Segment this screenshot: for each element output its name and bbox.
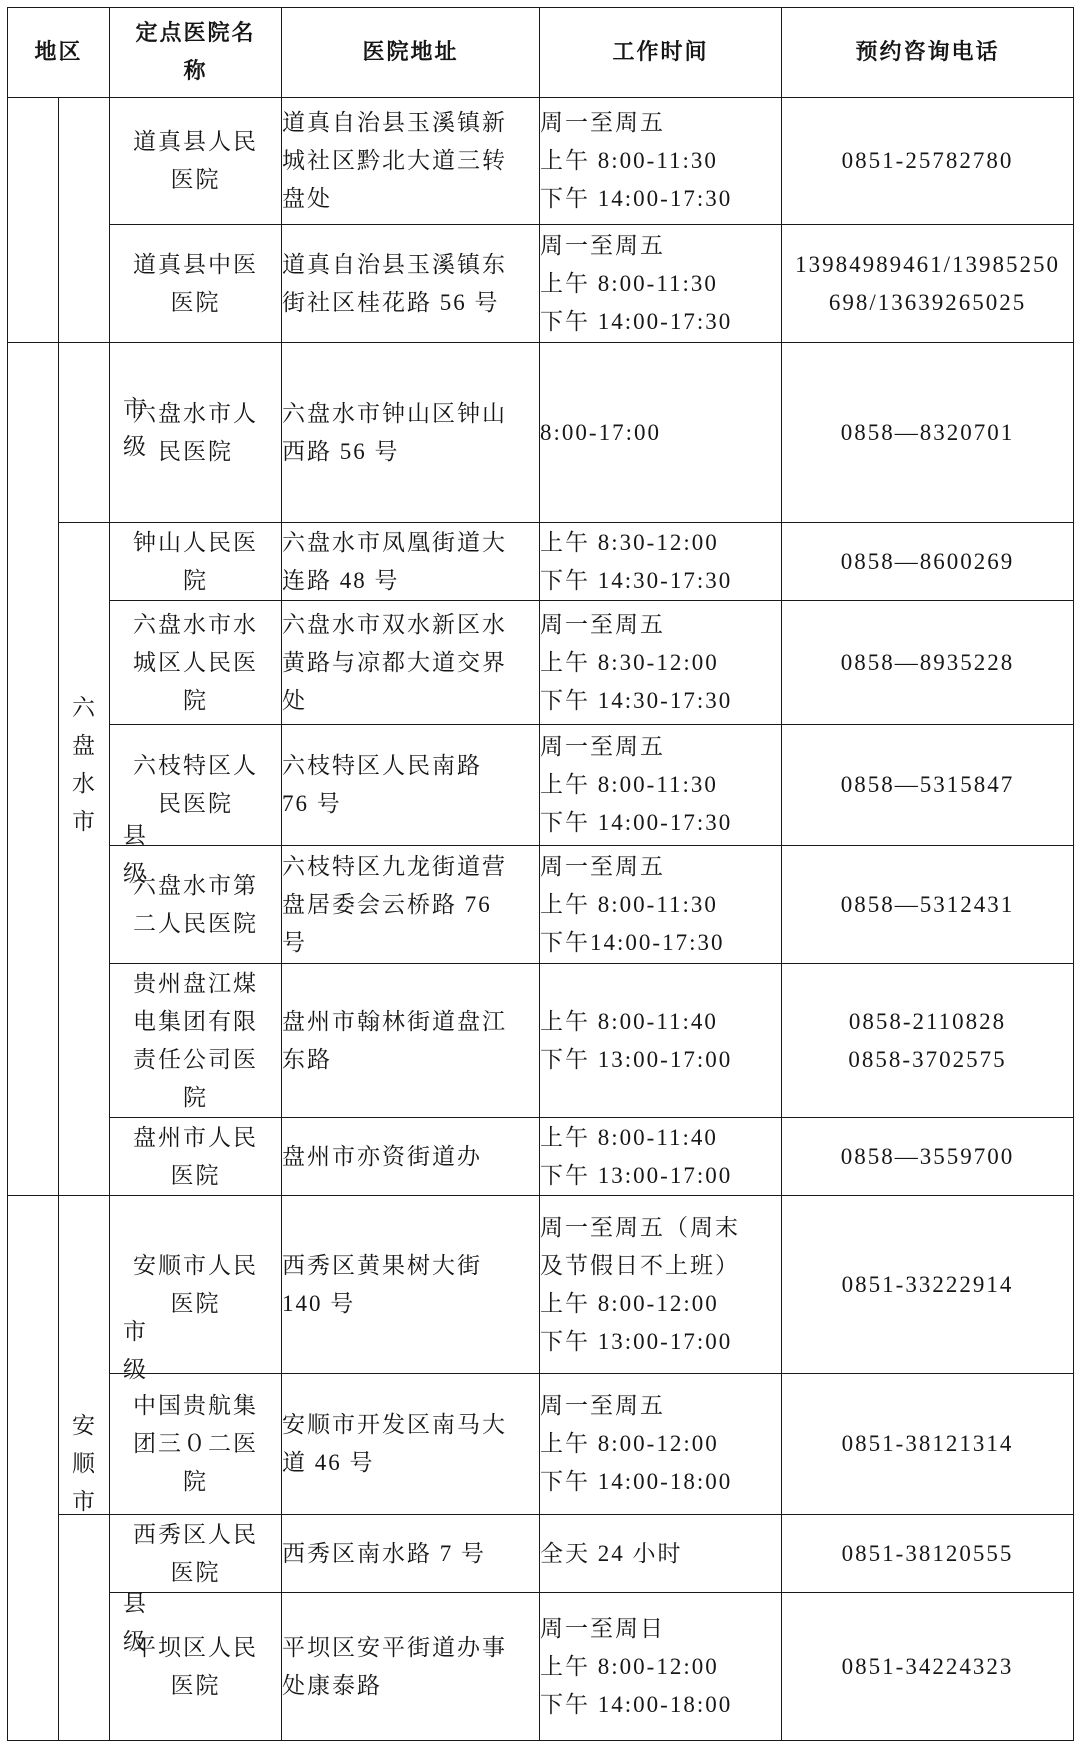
working-hours: 周一至周五 上午 8:00-12:00 下午 14:00-18:00 (540, 1374, 782, 1515)
working-hours: 周一至周五（周末 及节假日不上班） 上午 8:00-12:00 下午 13:00-17:00 (540, 1196, 782, 1374)
hospital-address: 六盘水市凤凰街道大 连路 48 号 (282, 523, 540, 601)
hospital-name: 六盘水市水 城区人民医 院 (110, 601, 282, 725)
working-hours: 周一至周五 上午 8:00-11:30 下午 14:00-17:30 (540, 725, 782, 846)
region-label: 安顺市 (69, 1412, 94, 1527)
region-cell (8, 343, 94, 1196)
level-label: 县级 (120, 822, 145, 899)
phone-number: 0858—5312431 (782, 846, 1074, 964)
header-row (8, 8, 1074, 98)
phone-number: 0858—5315847 (782, 725, 1074, 846)
working-hours: 8:00-17:00 (540, 343, 782, 523)
phone-number: 13984989461/13985250 698/13639265025 (782, 225, 1074, 343)
region-cell-empty (8, 98, 59, 343)
hospital-address: 六盘水市双水新区水 黄路与凉都大道交界 处 (282, 601, 540, 725)
hospital-address: 六枝特区九龙街道营 盘居委会云桥路 76 号 (282, 846, 540, 964)
table-row (8, 1515, 1074, 1593)
table-row (8, 98, 1074, 225)
hospital-name: 贵州盘江煤 电集团有限 责任公司医 院 (110, 964, 282, 1118)
hospital-address: 平坝区安平街道办事 处康泰路 (282, 1593, 540, 1741)
hospital-address: 六枝特区人民南路 76 号 (282, 725, 540, 846)
working-hours: 上午 8:30-12:00 下午 14:30-17:30 (540, 523, 782, 601)
level-label: 县级 (120, 1591, 145, 1667)
level-cell (59, 1515, 145, 1741)
hospital-name: 六枝特区人 民医院 (110, 725, 282, 846)
working-hours: 周一至周五 上午 8:00-11:30 下午 14:00-17:30 (540, 225, 782, 343)
hospital-table (7, 7, 1074, 1741)
working-hours: 周一至周五 上午 8:00-11:30 下午14:00-17:30 (540, 846, 782, 964)
table-row (8, 1593, 1074, 1741)
level-cell (59, 343, 145, 523)
header-phone: 预约咨询电话 (782, 8, 1074, 98)
working-hours: 上午 8:00-11:40 下午 13:00-17:00 (540, 964, 782, 1118)
hospital-name: 道真县人民 医院 (110, 98, 282, 225)
level-label: 市级 (120, 1318, 145, 1395)
table-row (8, 343, 1074, 523)
working-hours: 上午 8:00-11:40 下午 13:00-17:00 (540, 1118, 782, 1196)
phone-number: 0858—8935228 (782, 601, 1074, 725)
hospital-address: 西秀区南水路 7 号 (282, 1515, 540, 1593)
phone-number: 0858-2110828 0858-3702575 (782, 964, 1074, 1118)
hospital-name: 安顺市人民 医院 (110, 1196, 282, 1374)
table-row (8, 725, 1074, 846)
working-hours: 周一至周五 上午 8:30-12:00 下午 14:30-17:30 (540, 601, 782, 725)
hospital-address: 道真自治县玉溪镇东 街社区桂花路 56 号 (282, 225, 540, 343)
working-hours: 周一至周日 上午 8:00-12:00 下午 14:00-18:00 (540, 1593, 782, 1741)
level-label: 市级 (120, 396, 145, 472)
working-hours: 周一至周五 上午 8:00-11:30 下午 14:00-17:30 (540, 98, 782, 225)
table-row (8, 964, 1074, 1118)
level-cell (59, 523, 145, 1196)
phone-number: 0858—8320701 (782, 343, 1074, 523)
hospital-name: 钟山人民医 院 (110, 523, 282, 601)
hospital-name: 平坝区人民 医院 (110, 1593, 282, 1741)
working-hours: 全天 24 小时 (540, 1515, 782, 1593)
phone-number: 0858—3559700 (782, 1118, 1074, 1196)
table-row (8, 1118, 1074, 1196)
table-row (8, 225, 1074, 343)
hospital-address: 道真自治县玉溪镇新 城社区黔北大道三转 盘处 (282, 98, 540, 225)
region-label: 六盘水市 (69, 694, 94, 847)
header-address: 医院地址 (282, 8, 540, 98)
hospital-address: 盘州市亦资街道办 (282, 1118, 540, 1196)
hospital-name: 中国贵航集 团三０二医 院 (110, 1374, 282, 1515)
table-row (8, 1196, 1074, 1374)
phone-number: 0858—8600269 (782, 523, 1074, 601)
phone-number: 0851-38120555 (782, 1515, 1074, 1593)
hospital-name: 道真县中医 医院 (110, 225, 282, 343)
level-cell-empty (59, 98, 110, 343)
header-hospital-name: 定点医院名 称 (110, 8, 282, 98)
hospital-name: 六盘水市人 民医院 (110, 343, 282, 523)
hospital-name: 西秀区人民 医院 (110, 1515, 282, 1593)
table-row (8, 846, 1074, 964)
header-hours: 工作时间 (540, 8, 782, 98)
table-row (8, 1374, 1074, 1515)
hospital-address: 盘州市翰林街道盘江 东路 (282, 964, 540, 1118)
hospital-address: 西秀区黄果树大街 140 号 (282, 1196, 540, 1374)
header-region: 地区 (8, 8, 110, 98)
table-row (8, 523, 1074, 601)
hospital-name: 盘州市人民 医院 (110, 1118, 282, 1196)
phone-number: 0851-38121314 (782, 1374, 1074, 1515)
region-cell (8, 1196, 94, 1741)
table-row (8, 601, 1074, 725)
phone-number: 0851-33222914 (782, 1196, 1074, 1374)
hospital-name: 六盘水市第 二人民医院 (110, 846, 282, 964)
hospital-address: 六盘水市钟山区钟山 西路 56 号 (282, 343, 540, 523)
phone-number: 0851-34224323 (782, 1593, 1074, 1741)
hospital-address: 安顺市开发区南马大 道 46 号 (282, 1374, 540, 1515)
phone-number: 0851-25782780 (782, 98, 1074, 225)
